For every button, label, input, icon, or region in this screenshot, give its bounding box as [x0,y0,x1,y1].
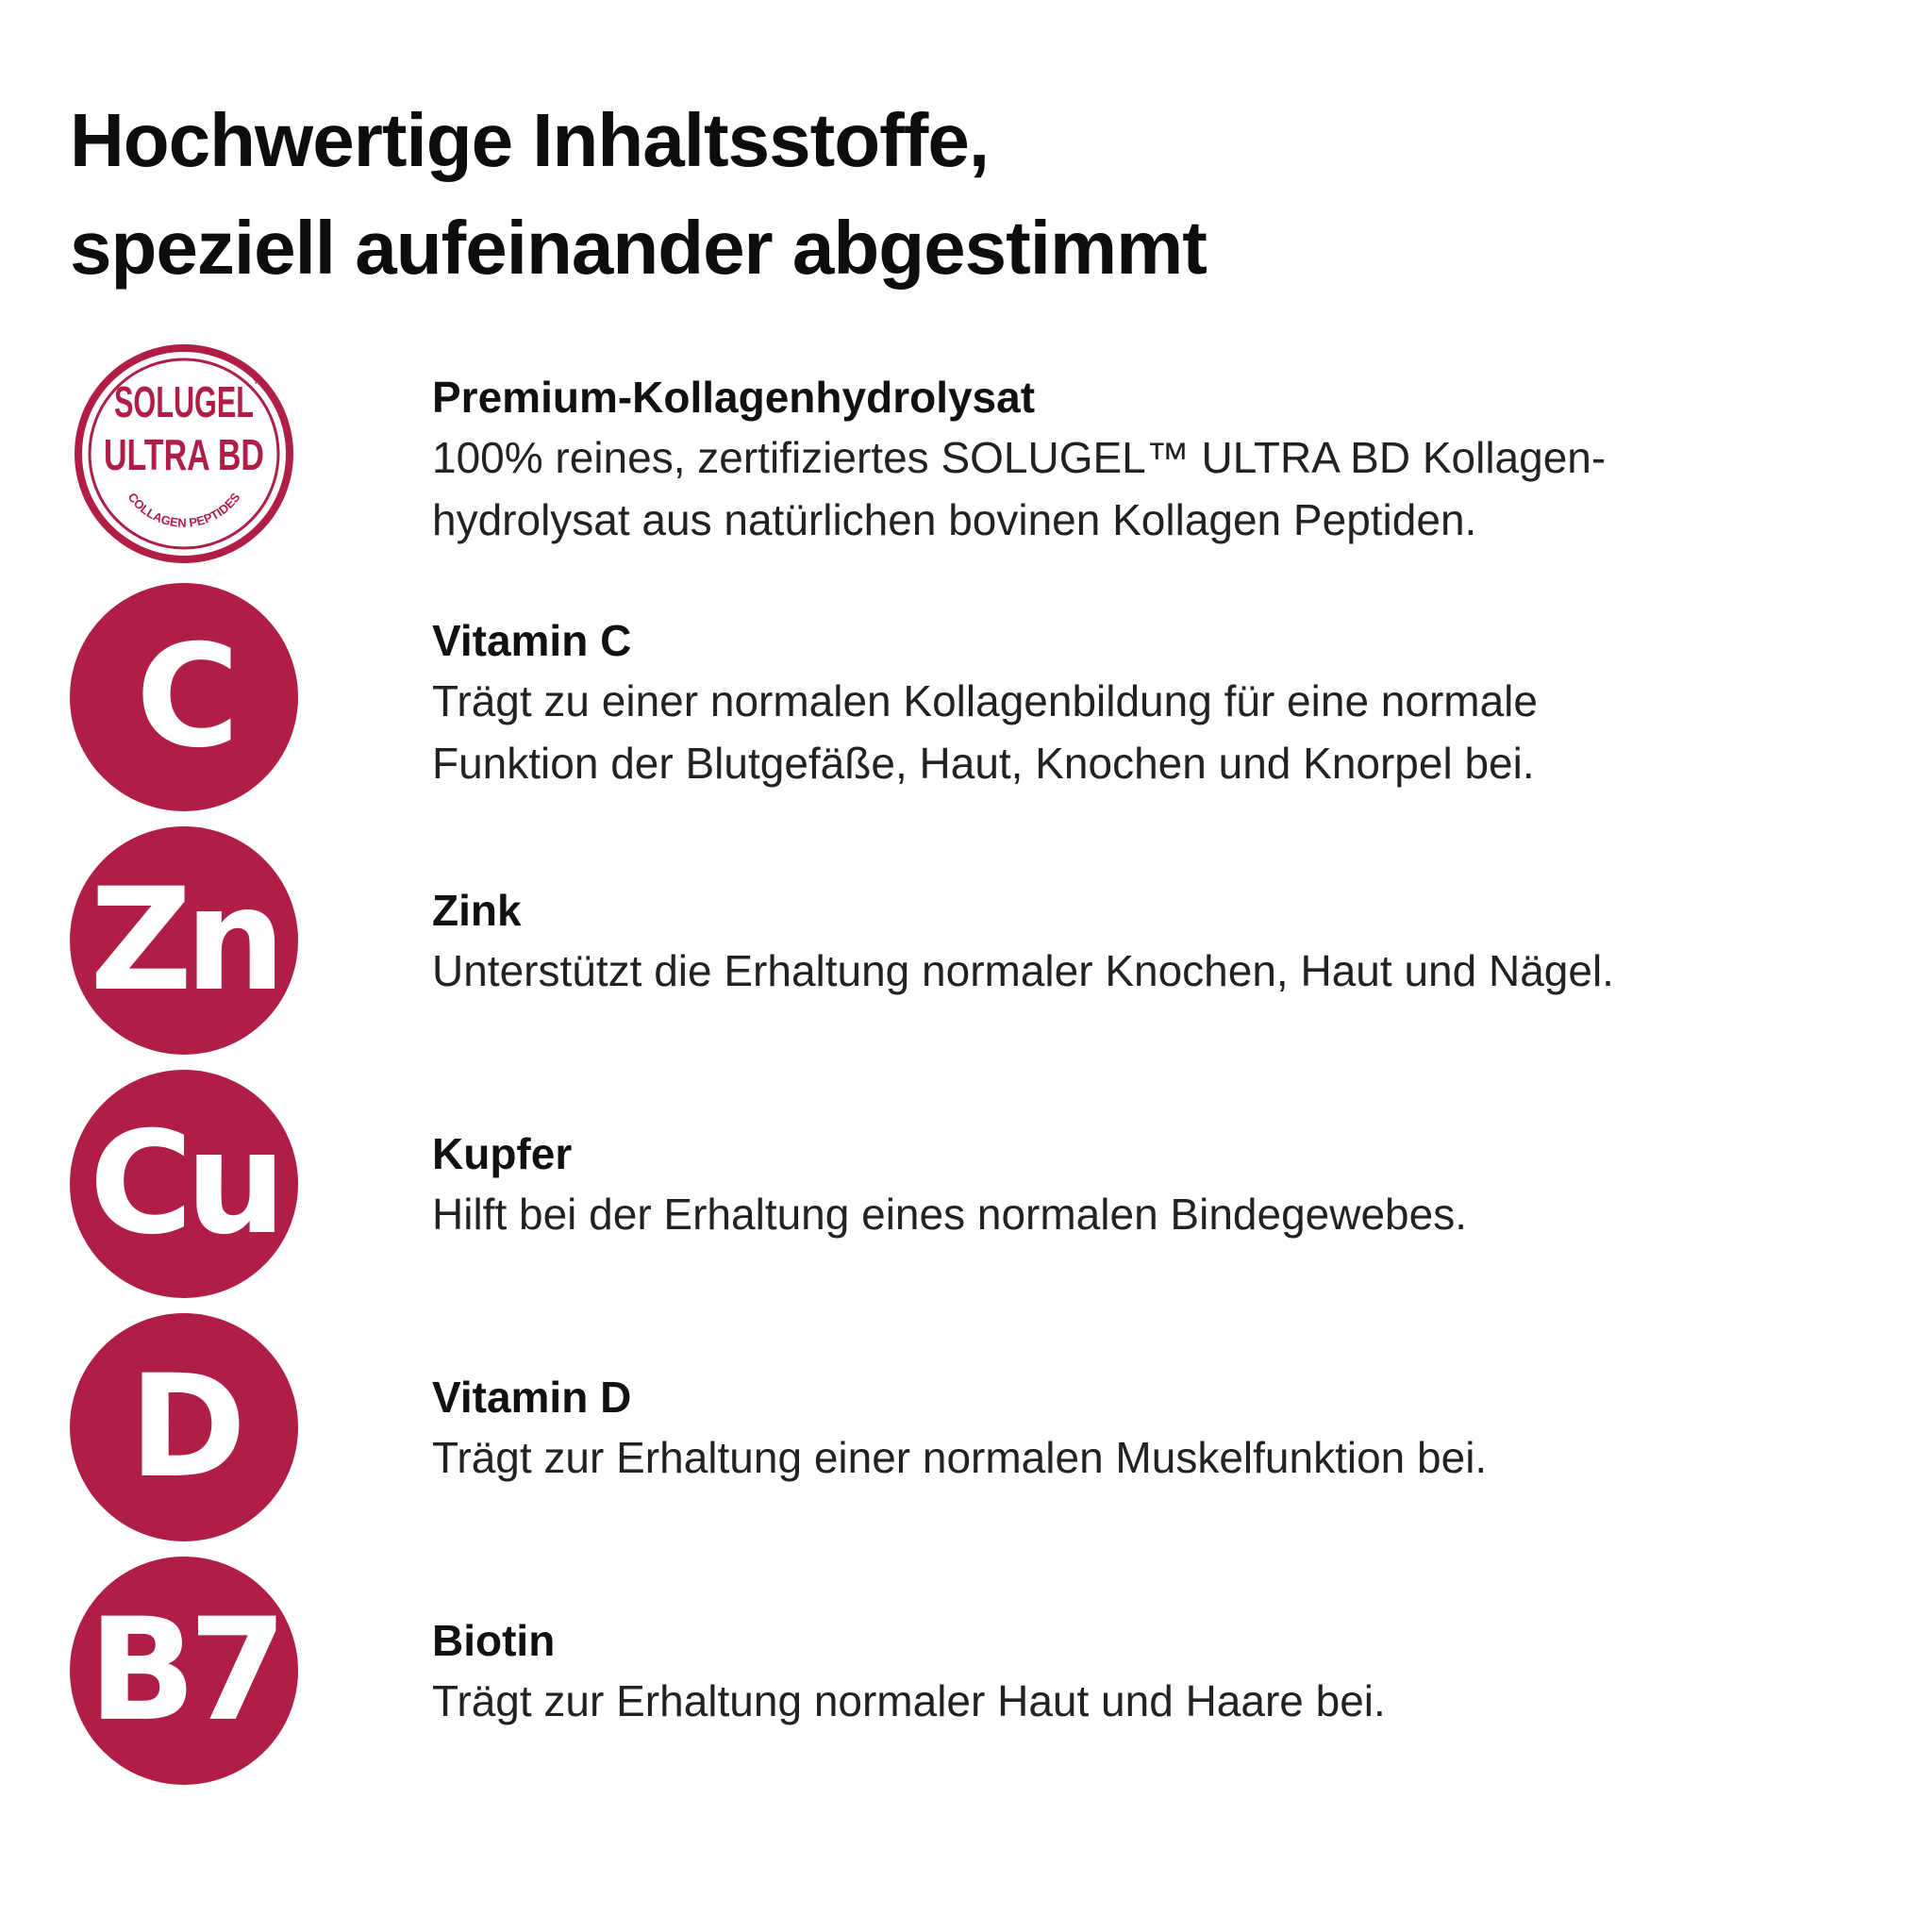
ingredient-description-line-2: Funktion der Blutgefäße, Haut, Knochen und Knorpel bei. [432,739,1535,788]
vitamin-c-badge-icon: C [70,583,298,811]
ingredient-row-copper [0,1070,1932,1313]
ingredient-description-line-1: Trägt zur Erhaltung einer normalen Muskelfunktion bei. [432,1433,1488,1482]
page-title-line-1: Hochwertige Inhaltsstoffe, [70,98,990,182]
ingredient-row-vitamin-d [0,1313,1932,1557]
ingredient-text [432,368,1904,551]
ingredient-text [432,1611,1904,1732]
ingredient-title: Biotin [432,1616,556,1665]
ingredient-title: Vitamin D [432,1373,632,1422]
ingredient-row-biotin [0,1557,1932,1800]
ingredient-title: Vitamin C [432,616,632,665]
logo-trademark: ™ [253,376,266,391]
ingredient-description-line-1: Trägt zur Erhaltung normaler Haut und Haare bei. [432,1676,1386,1725]
ingredient-text [432,1124,1904,1245]
ingredient-title: Premium-Kollagenhydrolysat [432,373,1036,422]
ingredient-description-line-2: hydrolysat aus natürlichen bovinen Kollagen Peptiden. [432,495,1477,544]
page-title-line-2: speziell aufeinander abgestimmt [70,206,1207,290]
ingredient-text [432,1368,1904,1489]
vitamin-d-badge-icon: D [70,1313,298,1541]
zinc-badge-icon: Zn [70,826,298,1055]
logo-brand-line-2: ULTRA BD [104,430,264,479]
ingredient-description-line-1: 100% reines, zertifiziertes SOLUGEL™ ULTRA BD Kollagen- [432,433,1607,482]
ingredient-row-collagen [0,340,1932,583]
ingredient-text [432,881,1904,1002]
ingredient-text [432,611,1904,794]
solugel-seal-icon [70,340,298,568]
ingredient-title: Kupfer [432,1129,573,1178]
ingredient-description-line-1: Hilft bei der Erhaltung eines normalen Bindegewebes. [432,1190,1467,1239]
copper-badge-icon: Cu [70,1070,298,1298]
biotin-badge-icon: B7 [70,1557,298,1785]
logo-tagline: COLLAGEN PEPTIDES [125,490,243,530]
ingredient-description-line-1: Trägt zu einer normalen Kollagenbildung für eine normale [432,676,1538,725]
ingredient-title: Zink [432,886,522,935]
logo-brand-line-1: SOLUGEL [114,377,254,426]
ingredient-description-line-1: Unterstützt die Erhaltung normaler Knochen, Haut und Nägel. [432,946,1614,995]
page-title [70,87,1862,302]
ingredient-row-vitamin-c [0,583,1932,826]
ingredient-row-zinc [0,826,1932,1070]
